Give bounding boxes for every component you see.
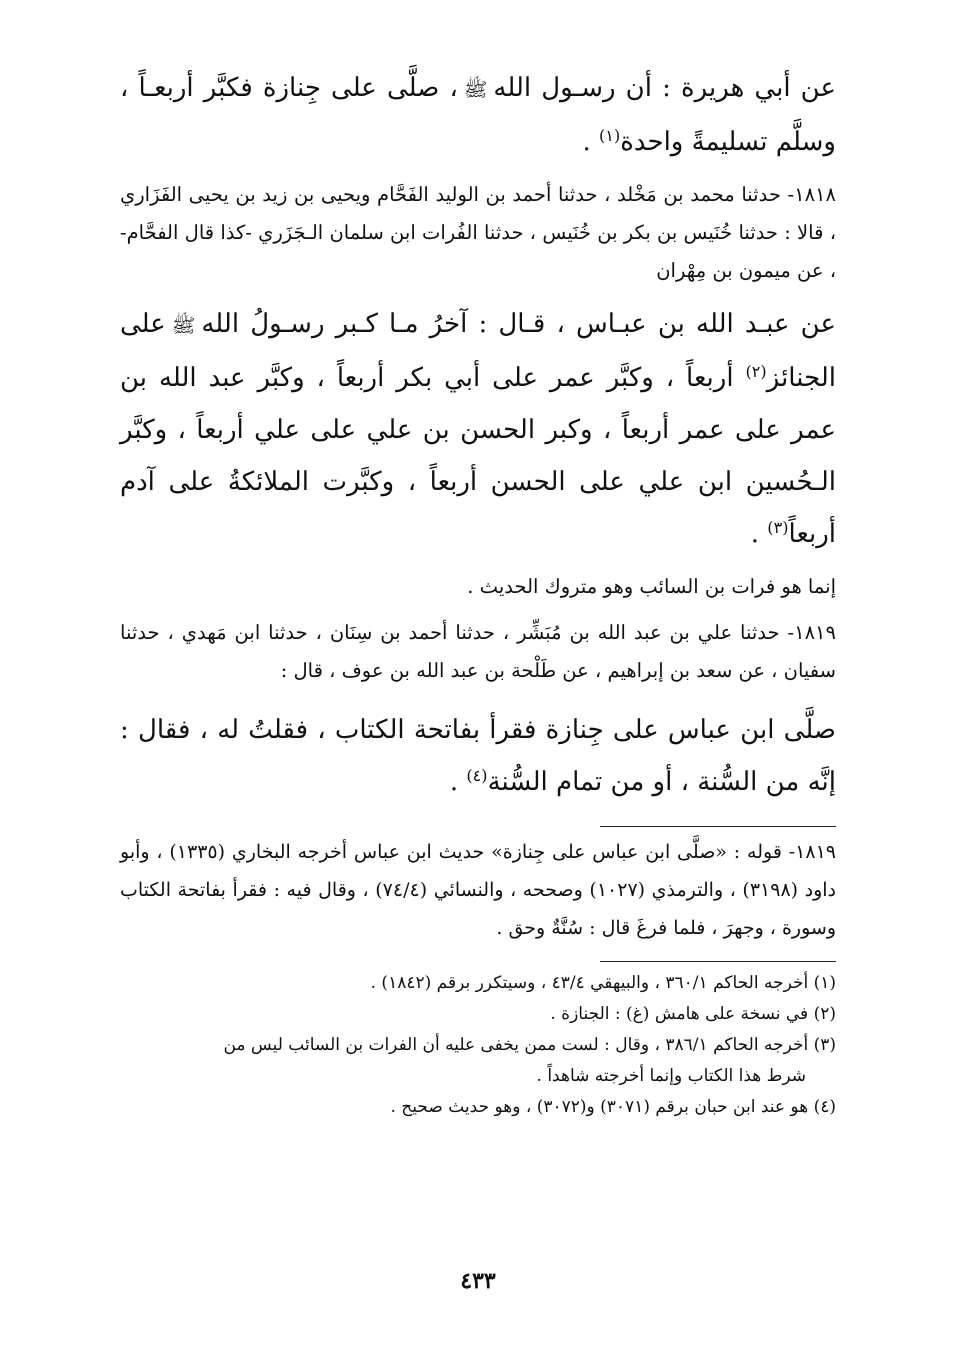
hadith-1817-text-a: عن أبي هريرة : أن رسـول الله	[493, 73, 836, 103]
isnad-1819: ١٨١٩- حدثنا علي بن عبد الله بن مُبَشِّر ، حدثنا أحمد بن سِنَان ، حدثنا ابن مَهدي ، حدثنا سفيان ، عن سعد بن إبراهيم ، عن طَلْحة بن عبد الله بن عوف ، قال :	[120, 621, 836, 682]
salawat-symbol: ﷺ	[171, 314, 196, 337]
commentary-1819: ١٨١٩- قوله : «صلَّى ابن عباس على جِنازة» حديث ابن عباس أخرجه البخاري (١٣٣٥) ، وأبو داود (٣١٩٨) ، والترمذي (١٠٢٧) وصححه ، والنسائي (٧٤/٤) ، وقال فيه : فقرأ بفاتحة الكتاب وسورة ، وجهرَ ، فلما فرغَ قال : سُنَّةٌ وحق .	[120, 841, 837, 939]
footnote-2: (٢) في نسخة على هامش (غ) : الجنازة .	[550, 1004, 836, 1024]
hadith-1817-ending	[120, 62, 836, 168]
footnotes-divider	[600, 961, 836, 962]
footnote-3-continued: شرط هذا الكتاب وإنما أخرجته شاهداً .	[536, 1066, 806, 1086]
hadith-1818-end-mark: .	[750, 519, 768, 549]
hadith-1818-text-c: أربعاً ، وكبَّر عمر على أبي بكر أربعاً ، وكبَّر عبد الله بن عمر على عمر أربعاً ، وكبر الحسن بن علي على علي أربعاً ، وكبَّر الـحُسين ابن علي على الحسن أربعاً ، وكبَّرت الملائكةُ على آدم أربعاً	[120, 363, 836, 549]
footnote-3: (٣) أخرجه الحاكم ٣٨٦/١ ، وقال : لست ممن يخفى عليه أن الفرات بن السائب ليس من	[223, 1035, 836, 1055]
hadith-1819-text: صلَّى ابن عباس على جِنازة فقرأ بفاتحة الكتاب ، فقلتُ له ، فقال : إنَّه من السُّنة ، أو من تمام السُّنة	[120, 715, 836, 797]
page-number: ٤٣٣	[460, 1268, 496, 1294]
footnotes	[120, 968, 836, 1123]
page-body	[120, 62, 836, 1123]
footnote-ref-3[interactable]: (٣)	[767, 518, 789, 538]
note-1818: إنما هو فرات بن السائب وهو متروك الحديث .	[467, 575, 836, 598]
hadith-1818	[120, 298, 836, 560]
hadith-1817-text-c: وسلَّم تسليمةً واحدة	[620, 127, 836, 157]
hadith-1817-text-b: ، صلَّى على جِنازة فكبَّر أربعـاً ،	[120, 73, 458, 103]
salawat-symbol: ﷺ	[463, 78, 488, 101]
hadith-1818-text-a: عن عبـد الله بن عبـاس ، قـال : آخرُ مـا كـبر رسـولُ الله	[201, 309, 836, 339]
hadith-1817-end-mark: .	[582, 127, 599, 157]
isnad-1818: ١٨١٨- حدثنا محمد بن مَخْلد ، حدثنا أحمد بن الوليد الفَحَّام ويحيى بن زيد بن يحيى الفَزَاري ، قالا : حدثنا خُنَيس بن بكر بن خُنَيس ، حدثنا الفُرات ابن سلمان الـجَزَري -كذا قال الفحَّام- ، عن ميمون بن مِهْران	[120, 183, 836, 282]
footnote-ref-1[interactable]: (١)	[598, 126, 621, 146]
hadith-1818-text-b: على الجنائز	[120, 309, 836, 393]
hadith-1819-end-mark: .	[449, 767, 467, 797]
hadith-1819	[120, 704, 836, 808]
footnote-ref-4[interactable]: (٤)	[466, 766, 488, 786]
footnote-1: (١) أخرجه الحاكم ٣٦٠/١ ، والبيهقي ٤٣/٤ ، وسيتكرر برقم (١٨٤٢) .	[370, 973, 836, 993]
commentary-divider	[600, 826, 836, 827]
footnote-ref-2[interactable]: (٢)	[745, 362, 767, 382]
footnote-4: (٤) هو عند ابن حبان برقم (٣٠٧١) و(٣٠٧٢) ، وهو حديث صحيح .	[390, 1097, 836, 1117]
